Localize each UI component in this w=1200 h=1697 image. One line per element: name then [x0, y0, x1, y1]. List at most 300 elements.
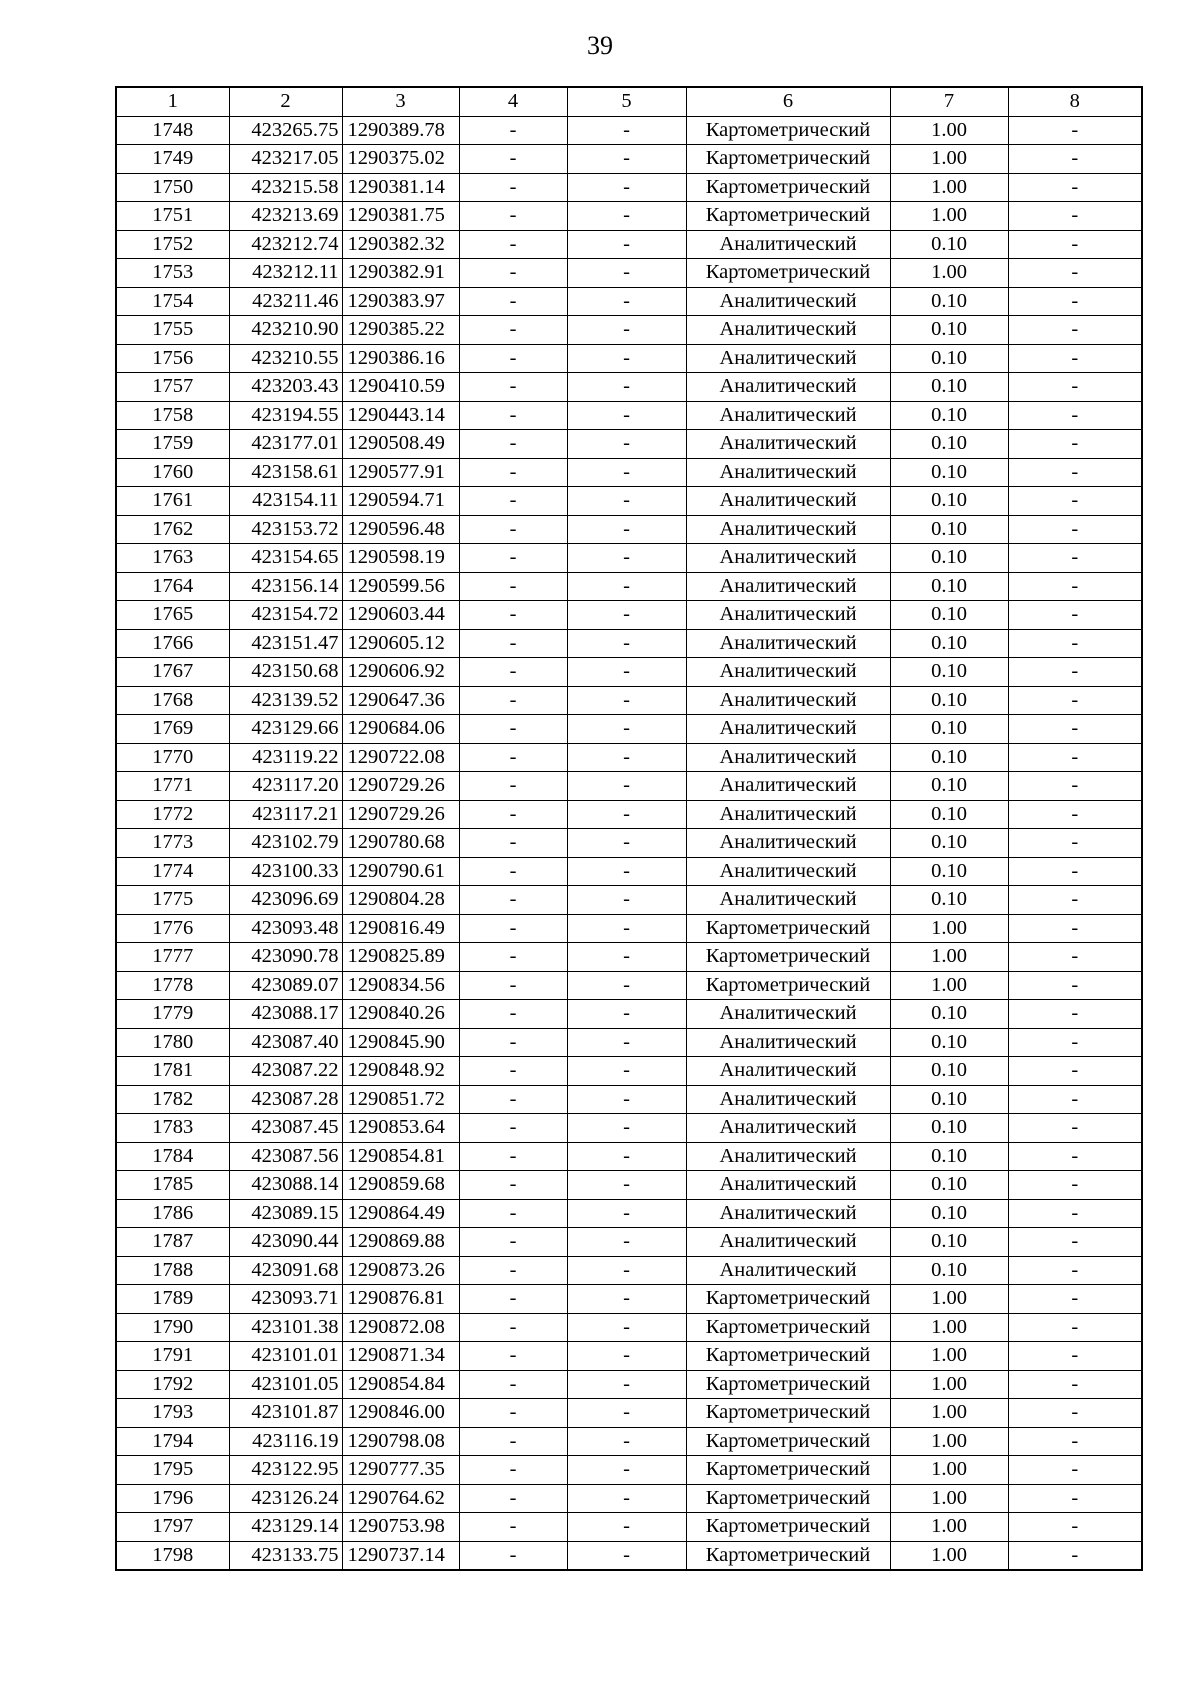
col5-cell: - [567, 373, 686, 402]
x-coordinate-cell: 423090.44 [229, 1228, 342, 1257]
point-number-cell: 1768 [116, 686, 229, 715]
x-coordinate-cell: 423126.24 [229, 1484, 342, 1513]
col4-cell: - [459, 1456, 567, 1485]
x-coordinate-cell: 423212.11 [229, 259, 342, 288]
table-row [116, 401, 1142, 430]
point-number-cell: 1781 [116, 1057, 229, 1086]
table-row [116, 1427, 1142, 1456]
point-number-cell: 1776 [116, 914, 229, 943]
col5-cell: - [567, 886, 686, 915]
precision-cell: 0.10 [890, 287, 1008, 316]
method-cell: Картометрический [686, 1313, 890, 1342]
y-coordinate-cell: 1290876.81 [342, 1285, 459, 1314]
method-cell: Картометрический [686, 1285, 890, 1314]
col8-cell: - [1008, 515, 1142, 544]
table-header-row [116, 87, 1142, 116]
precision-cell: 1.00 [890, 202, 1008, 231]
col8-cell: - [1008, 829, 1142, 858]
y-coordinate-cell: 1290508.49 [342, 430, 459, 459]
point-number-cell: 1752 [116, 230, 229, 259]
y-coordinate-cell: 1290722.08 [342, 743, 459, 772]
point-number-cell: 1783 [116, 1114, 229, 1143]
y-coordinate-cell: 1290605.12 [342, 629, 459, 658]
point-number-cell: 1761 [116, 487, 229, 516]
col4-cell: - [459, 373, 567, 402]
y-coordinate-cell: 1290382.32 [342, 230, 459, 259]
precision-cell: 0.10 [890, 572, 1008, 601]
col4-cell: - [459, 1228, 567, 1257]
col5-cell: - [567, 1256, 686, 1285]
x-coordinate-cell: 423151.47 [229, 629, 342, 658]
y-coordinate-cell: 1290603.44 [342, 601, 459, 630]
table-row [116, 316, 1142, 345]
x-coordinate-cell: 423090.78 [229, 943, 342, 972]
y-coordinate-cell: 1290382.91 [342, 259, 459, 288]
point-number-cell: 1792 [116, 1370, 229, 1399]
col5-cell: - [567, 1085, 686, 1114]
precision-cell: 0.10 [890, 316, 1008, 345]
y-coordinate-cell: 1290385.22 [342, 316, 459, 345]
x-coordinate-cell: 423091.68 [229, 1256, 342, 1285]
y-coordinate-cell: 1290729.26 [342, 772, 459, 801]
y-coordinate-cell: 1290684.06 [342, 715, 459, 744]
table-row [116, 686, 1142, 715]
col8-cell: - [1008, 1399, 1142, 1428]
point-number-cell: 1784 [116, 1142, 229, 1171]
col8-cell: - [1008, 344, 1142, 373]
table-row [116, 886, 1142, 915]
point-number-cell: 1794 [116, 1427, 229, 1456]
table-row [116, 829, 1142, 858]
table-row [116, 1057, 1142, 1086]
precision-cell: 0.10 [890, 743, 1008, 772]
col8-cell: - [1008, 1228, 1142, 1257]
table-row [116, 487, 1142, 516]
col8-cell: - [1008, 287, 1142, 316]
col8-cell: - [1008, 1541, 1142, 1570]
point-number-cell: 1748 [116, 116, 229, 145]
y-coordinate-cell: 1290834.56 [342, 971, 459, 1000]
method-cell: Картометрический [686, 1342, 890, 1371]
col8-cell: - [1008, 914, 1142, 943]
col8-cell: - [1008, 601, 1142, 630]
x-coordinate-cell: 423265.75 [229, 116, 342, 145]
precision-cell: 0.10 [890, 515, 1008, 544]
method-cell: Аналитический [686, 515, 890, 544]
col5-cell: - [567, 1057, 686, 1086]
col8-cell: - [1008, 202, 1142, 231]
column-header: 6 [686, 87, 890, 116]
method-cell: Аналитический [686, 572, 890, 601]
method-cell: Аналитический [686, 401, 890, 430]
col8-cell: - [1008, 572, 1142, 601]
precision-cell: 0.10 [890, 230, 1008, 259]
point-number-cell: 1773 [116, 829, 229, 858]
x-coordinate-cell: 423117.21 [229, 800, 342, 829]
x-coordinate-cell: 423117.20 [229, 772, 342, 801]
method-cell: Картометрический [686, 1370, 890, 1399]
col5-cell: - [567, 971, 686, 1000]
y-coordinate-cell: 1290848.92 [342, 1057, 459, 1086]
precision-cell: 1.00 [890, 914, 1008, 943]
col4-cell: - [459, 344, 567, 373]
precision-cell: 0.10 [890, 373, 1008, 402]
x-coordinate-cell: 423217.05 [229, 145, 342, 174]
precision-cell: 1.00 [890, 971, 1008, 1000]
x-coordinate-cell: 423087.56 [229, 1142, 342, 1171]
col5-cell: - [567, 715, 686, 744]
col8-cell: - [1008, 686, 1142, 715]
y-coordinate-cell: 1290389.78 [342, 116, 459, 145]
col8-cell: - [1008, 544, 1142, 573]
precision-cell: 0.10 [890, 1114, 1008, 1143]
col5-cell: - [567, 1541, 686, 1570]
col8-cell: - [1008, 430, 1142, 459]
column-header: 3 [342, 87, 459, 116]
point-number-cell: 1750 [116, 173, 229, 202]
y-coordinate-cell: 1290606.92 [342, 658, 459, 687]
precision-cell: 1.00 [890, 1513, 1008, 1542]
col8-cell: - [1008, 1085, 1142, 1114]
y-coordinate-cell: 1290443.14 [342, 401, 459, 430]
column-header: 1 [116, 87, 229, 116]
col4-cell: - [459, 1057, 567, 1086]
y-coordinate-cell: 1290777.35 [342, 1456, 459, 1485]
col4-cell: - [459, 772, 567, 801]
precision-cell: 0.10 [890, 1142, 1008, 1171]
precision-cell: 0.10 [890, 1199, 1008, 1228]
y-coordinate-cell: 1290737.14 [342, 1541, 459, 1570]
table-row [116, 1399, 1142, 1428]
point-number-cell: 1751 [116, 202, 229, 231]
col5-cell: - [567, 658, 686, 687]
col8-cell: - [1008, 401, 1142, 430]
table-row [116, 572, 1142, 601]
method-cell: Аналитический [686, 743, 890, 772]
table-row [116, 1142, 1142, 1171]
col5-cell: - [567, 572, 686, 601]
x-coordinate-cell: 423087.40 [229, 1028, 342, 1057]
method-cell: Аналитический [686, 886, 890, 915]
col8-cell: - [1008, 487, 1142, 516]
point-number-cell: 1788 [116, 1256, 229, 1285]
col4-cell: - [459, 259, 567, 288]
col5-cell: - [567, 772, 686, 801]
precision-cell: 0.10 [890, 1057, 1008, 1086]
col5-cell: - [567, 743, 686, 772]
col5-cell: - [567, 287, 686, 316]
method-cell: Аналитический [686, 829, 890, 858]
precision-cell: 1.00 [890, 116, 1008, 145]
col5-cell: - [567, 1513, 686, 1542]
y-coordinate-cell: 1290804.28 [342, 886, 459, 915]
precision-cell: 0.10 [890, 344, 1008, 373]
table-body [116, 116, 1142, 1570]
col4-cell: - [459, 1285, 567, 1314]
column-header: 7 [890, 87, 1008, 116]
col5-cell: - [567, 515, 686, 544]
col8-cell: - [1008, 1256, 1142, 1285]
col5-cell: - [567, 686, 686, 715]
x-coordinate-cell: 423153.72 [229, 515, 342, 544]
table-row [116, 971, 1142, 1000]
table-row [116, 1114, 1142, 1143]
y-coordinate-cell: 1290381.14 [342, 173, 459, 202]
y-coordinate-cell: 1290410.59 [342, 373, 459, 402]
col5-cell: - [567, 544, 686, 573]
col8-cell: - [1008, 116, 1142, 145]
col4-cell: - [459, 1142, 567, 1171]
y-coordinate-cell: 1290869.88 [342, 1228, 459, 1257]
column-header: 2 [229, 87, 342, 116]
x-coordinate-cell: 423088.14 [229, 1171, 342, 1200]
x-coordinate-cell: 423154.11 [229, 487, 342, 516]
x-coordinate-cell: 423215.58 [229, 173, 342, 202]
y-coordinate-cell: 1290383.97 [342, 287, 459, 316]
x-coordinate-cell: 423154.72 [229, 601, 342, 630]
point-number-cell: 1777 [116, 943, 229, 972]
precision-cell: 0.10 [890, 1228, 1008, 1257]
method-cell: Картометрический [686, 202, 890, 231]
point-number-cell: 1785 [116, 1171, 229, 1200]
col4-cell: - [459, 173, 567, 202]
precision-cell: 0.10 [890, 800, 1008, 829]
y-coordinate-cell: 1290753.98 [342, 1513, 459, 1542]
x-coordinate-cell: 423156.14 [229, 572, 342, 601]
col8-cell: - [1008, 1171, 1142, 1200]
x-coordinate-cell: 423133.75 [229, 1541, 342, 1570]
precision-cell: 0.10 [890, 1171, 1008, 1200]
table-row [116, 515, 1142, 544]
method-cell: Аналитический [686, 230, 890, 259]
method-cell: Аналитический [686, 1199, 890, 1228]
method-cell: Картометрический [686, 1513, 890, 1542]
method-cell: Аналитический [686, 1114, 890, 1143]
col5-cell: - [567, 401, 686, 430]
precision-cell: 0.10 [890, 886, 1008, 915]
col4-cell: - [459, 202, 567, 231]
precision-cell: 0.10 [890, 857, 1008, 886]
col5-cell: - [567, 914, 686, 943]
precision-cell: 1.00 [890, 1399, 1008, 1428]
method-cell: Аналитический [686, 287, 890, 316]
y-coordinate-cell: 1290846.00 [342, 1399, 459, 1428]
column-header: 4 [459, 87, 567, 116]
col4-cell: - [459, 544, 567, 573]
col4-cell: - [459, 401, 567, 430]
table-row [116, 1171, 1142, 1200]
method-cell: Аналитический [686, 658, 890, 687]
col4-cell: - [459, 458, 567, 487]
col5-cell: - [567, 629, 686, 658]
point-number-cell: 1772 [116, 800, 229, 829]
col8-cell: - [1008, 316, 1142, 345]
col4-cell: - [459, 487, 567, 516]
method-cell: Аналитический [686, 1028, 890, 1057]
point-number-cell: 1775 [116, 886, 229, 915]
y-coordinate-cell: 1290599.56 [342, 572, 459, 601]
method-cell: Картометрический [686, 1484, 890, 1513]
col5-cell: - [567, 1000, 686, 1029]
col5-cell: - [567, 1171, 686, 1200]
col4-cell: - [459, 715, 567, 744]
col4-cell: - [459, 145, 567, 174]
point-number-cell: 1786 [116, 1199, 229, 1228]
table-row [116, 1256, 1142, 1285]
col4-cell: - [459, 1342, 567, 1371]
precision-cell: 1.00 [890, 259, 1008, 288]
table-row [116, 230, 1142, 259]
x-coordinate-cell: 423093.71 [229, 1285, 342, 1314]
method-cell: Картометрический [686, 1541, 890, 1570]
table-row [116, 914, 1142, 943]
table-row [116, 743, 1142, 772]
y-coordinate-cell: 1290845.90 [342, 1028, 459, 1057]
method-cell: Аналитический [686, 629, 890, 658]
point-number-cell: 1789 [116, 1285, 229, 1314]
y-coordinate-cell: 1290871.34 [342, 1342, 459, 1371]
y-coordinate-cell: 1290859.68 [342, 1171, 459, 1200]
col5-cell: - [567, 1114, 686, 1143]
col8-cell: - [1008, 658, 1142, 687]
table-row [116, 458, 1142, 487]
method-cell: Картометрический [686, 1399, 890, 1428]
table-row [116, 715, 1142, 744]
precision-cell: 0.10 [890, 458, 1008, 487]
table-row [116, 1000, 1142, 1029]
y-coordinate-cell: 1290577.91 [342, 458, 459, 487]
column-header: 8 [1008, 87, 1142, 116]
point-number-cell: 1756 [116, 344, 229, 373]
col4-cell: - [459, 658, 567, 687]
col4-cell: - [459, 316, 567, 345]
col8-cell: - [1008, 1313, 1142, 1342]
col8-cell: - [1008, 715, 1142, 744]
precision-cell: 1.00 [890, 1484, 1008, 1513]
x-coordinate-cell: 423119.22 [229, 743, 342, 772]
table-row [116, 1228, 1142, 1257]
col8-cell: - [1008, 857, 1142, 886]
precision-cell: 0.10 [890, 401, 1008, 430]
precision-cell: 1.00 [890, 943, 1008, 972]
x-coordinate-cell: 423203.43 [229, 373, 342, 402]
col8-cell: - [1008, 145, 1142, 174]
x-coordinate-cell: 423088.17 [229, 1000, 342, 1029]
table-row [116, 1456, 1142, 1485]
col8-cell: - [1008, 629, 1142, 658]
point-number-cell: 1780 [116, 1028, 229, 1057]
y-coordinate-cell: 1290872.08 [342, 1313, 459, 1342]
y-coordinate-cell: 1290780.68 [342, 829, 459, 858]
col4-cell: - [459, 1085, 567, 1114]
col8-cell: - [1008, 373, 1142, 402]
method-cell: Аналитический [686, 800, 890, 829]
col8-cell: - [1008, 458, 1142, 487]
table-row [116, 1541, 1142, 1570]
method-cell: Картометрический [686, 259, 890, 288]
table-row [116, 1513, 1142, 1542]
point-number-cell: 1778 [116, 971, 229, 1000]
point-number-cell: 1782 [116, 1085, 229, 1114]
table-row [116, 116, 1142, 145]
table-row [116, 259, 1142, 288]
point-number-cell: 1770 [116, 743, 229, 772]
x-coordinate-cell: 423102.79 [229, 829, 342, 858]
col4-cell: - [459, 515, 567, 544]
col8-cell: - [1008, 1142, 1142, 1171]
col8-cell: - [1008, 1114, 1142, 1143]
x-coordinate-cell: 423210.90 [229, 316, 342, 345]
x-coordinate-cell: 423087.22 [229, 1057, 342, 1086]
y-coordinate-cell: 1290596.48 [342, 515, 459, 544]
table-row [116, 202, 1142, 231]
precision-cell: 0.10 [890, 715, 1008, 744]
y-coordinate-cell: 1290381.75 [342, 202, 459, 231]
page-number: 39 [587, 31, 613, 60]
col8-cell: - [1008, 943, 1142, 972]
precision-cell: 0.10 [890, 686, 1008, 715]
col5-cell: - [567, 1456, 686, 1485]
point-number-cell: 1796 [116, 1484, 229, 1513]
method-cell: Аналитический [686, 316, 890, 345]
y-coordinate-cell: 1290864.49 [342, 1199, 459, 1228]
col5-cell: - [567, 1228, 686, 1257]
col5-cell: - [567, 145, 686, 174]
x-coordinate-cell: 423122.95 [229, 1456, 342, 1485]
col5-cell: - [567, 943, 686, 972]
point-number-cell: 1749 [116, 145, 229, 174]
col4-cell: - [459, 1000, 567, 1029]
method-cell: Аналитический [686, 487, 890, 516]
x-coordinate-cell: 423129.14 [229, 1513, 342, 1542]
method-cell: Картометрический [686, 943, 890, 972]
table-row [116, 1028, 1142, 1057]
method-cell: Аналитический [686, 1142, 890, 1171]
point-number-cell: 1764 [116, 572, 229, 601]
y-coordinate-cell: 1290386.16 [342, 344, 459, 373]
method-cell: Аналитический [686, 458, 890, 487]
y-coordinate-cell: 1290854.81 [342, 1142, 459, 1171]
x-coordinate-cell: 423116.19 [229, 1427, 342, 1456]
point-number-cell: 1769 [116, 715, 229, 744]
col4-cell: - [459, 287, 567, 316]
y-coordinate-cell: 1290854.84 [342, 1370, 459, 1399]
point-number-cell: 1791 [116, 1342, 229, 1371]
x-coordinate-cell: 423093.48 [229, 914, 342, 943]
col4-cell: - [459, 686, 567, 715]
col8-cell: - [1008, 1199, 1142, 1228]
method-cell: Картометрический [686, 1456, 890, 1485]
precision-cell: 1.00 [890, 145, 1008, 174]
table-row [116, 601, 1142, 630]
point-number-cell: 1760 [116, 458, 229, 487]
col5-cell: - [567, 316, 686, 345]
table-row [116, 1199, 1142, 1228]
col5-cell: - [567, 202, 686, 231]
method-cell: Картометрический [686, 173, 890, 202]
col5-cell: - [567, 1199, 686, 1228]
x-coordinate-cell: 423211.46 [229, 287, 342, 316]
point-number-cell: 1758 [116, 401, 229, 430]
y-coordinate-cell: 1290729.26 [342, 800, 459, 829]
col8-cell: - [1008, 1427, 1142, 1456]
precision-cell: 0.10 [890, 1000, 1008, 1029]
table-row [116, 629, 1142, 658]
method-cell: Аналитический [686, 344, 890, 373]
col4-cell: - [459, 829, 567, 858]
col8-cell: - [1008, 1028, 1142, 1057]
col4-cell: - [459, 971, 567, 1000]
